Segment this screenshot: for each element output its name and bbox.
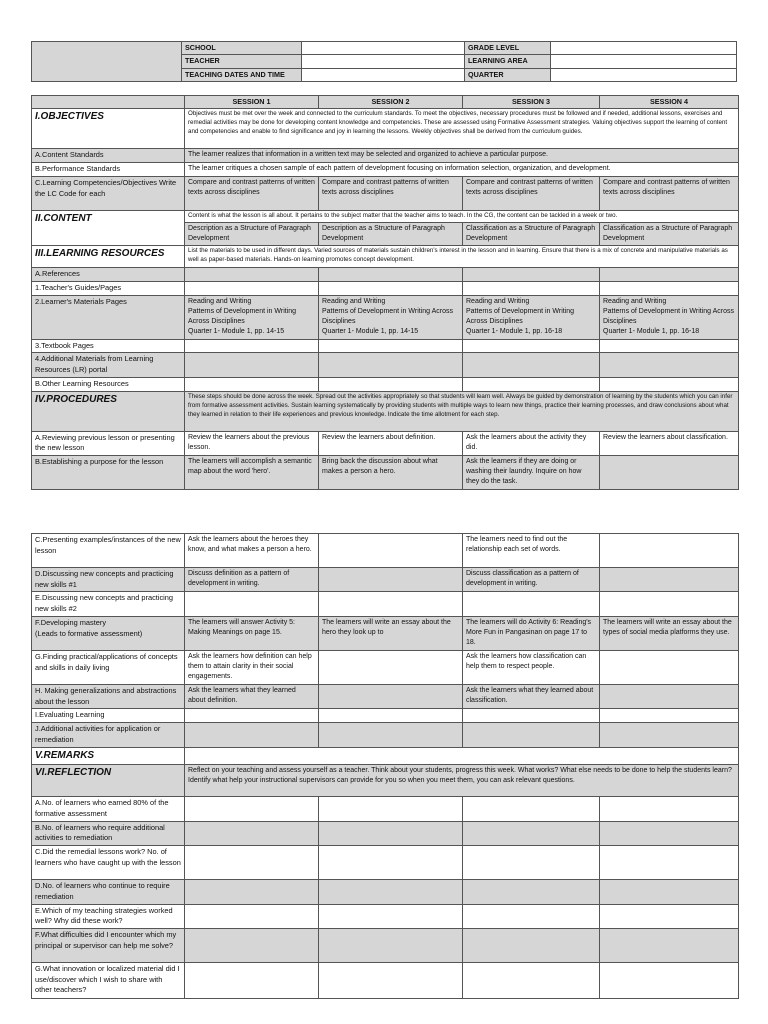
lm-session-4: Reading and Writing Patterns of Development in Writing Across Disciplines Quarter 1- Module 1, pp. 16-18 (600, 295, 739, 339)
proc-a-session-4: Review the learners about classification. (600, 431, 739, 455)
proc-d-session-2 (319, 568, 463, 592)
proc-e-label: E.Discussing new concepts and practicing new skills #2 (32, 592, 185, 616)
performance-standards-label: B.Performance Standards (32, 163, 185, 177)
refl-f-label: F.What difficulties did I encounter which my principal or supervisor can help me solve? (32, 928, 185, 962)
session-3-header: SESSION 3 (463, 96, 600, 109)
lm-session-2: Reading and Writing Patterns of Development in Writing Across Disciplines Quarter 1- Module 1, pp. 14-15 (319, 295, 463, 339)
content-standards-label: A.Content Standards (32, 149, 185, 163)
content-session-1: Description as a Structure of Paragraph Development (185, 222, 319, 245)
teacher-field[interactable] (302, 55, 465, 68)
textbook-pages-label: 3.Textbook Pages (32, 339, 185, 353)
competency-session-3: Compare and contrast patterns of written texts across disciplines (463, 176, 600, 210)
learning-area-label: LEARNING AREA (465, 55, 551, 68)
proc-f-session-2: The learners will write an essay about the hero they look up to (319, 616, 463, 650)
competency-session-1: Compare and contrast patterns of written texts across disciplines (185, 176, 319, 210)
school-field[interactable] (302, 42, 465, 55)
dates-field[interactable] (302, 68, 465, 81)
proc-d-label: D.Discussing new concepts and practicing new skills #1 (32, 568, 185, 592)
grade-level-field[interactable] (551, 42, 737, 55)
header-table (31, 41, 737, 82)
content-note: Content is what the lesson is all about. It pertains to the subject matter that the teacher aims to teach. In the CG, the content can be tackled in a week or two. (185, 210, 739, 222)
refl-b-label: B.No. of learners who require additional activities to remediation (32, 821, 185, 845)
quarter-field[interactable] (551, 68, 737, 81)
lm-session-3: Reading and Writing Patterns of Development in Writing Across Disciplines Quarter 1- Module 1, pp. 16-18 (463, 295, 600, 339)
proc-c-session-3: The learners need to find out the relationship each set of words. (463, 534, 600, 568)
proc-h-session-2 (319, 684, 463, 708)
competency-session-2: Compare and contrast patterns of written texts across disciplines (319, 176, 463, 210)
content-standards-text: The learner realizes that information in a written text may be selected and organized to achieve a particular purpose. (185, 149, 739, 163)
proc-i-label: I.Evaluating Learning (32, 709, 185, 723)
references-label: A.References (32, 268, 185, 282)
proc-b-session-2: Bring back the discussion about what makes a person a hero. (319, 456, 463, 490)
proc-b-session-1: The learners will accomplish a semantic map about the word 'hero'. (185, 456, 319, 490)
proc-a-session-3: Ask the learners about the activity they did. (463, 431, 600, 455)
proc-a-label: A.Reviewing previous lesson or presenting the new lesson (32, 431, 185, 455)
proc-b-session-3: Ask the learners if they are doing or washing their laundry. Inquire on how they do the task. (463, 456, 600, 490)
grade-level-label: GRADE LEVEL (465, 42, 551, 55)
learners-materials-label: 2.Learner's Materials Pages (32, 295, 185, 339)
other-resources-label: B.Other Learning Resources (32, 377, 185, 391)
proc-d-session-3: Discuss classification as a pattern of development in writing. (463, 568, 600, 592)
reflection-note: Reflect on your teaching and assess yourself as a teacher. Think about your students, progress this week. What works? What else needs to be done to help the students learn? Identify what help your instructional supervisors can provide for you so when you meet them, you can ask relevant questions. (185, 765, 739, 797)
proc-f-session-4: The learners will write an essay about the types of social media platforms they use. (600, 616, 739, 650)
teachers-guides-label: 1.Teacher's Guides/Pages (32, 281, 185, 295)
objectives-heading: I.OBJECTIVES (32, 109, 185, 149)
teacher-label: TEACHER (182, 55, 302, 68)
proc-c-session-1: Ask the learners about the heroes they know, and what makes a person a hero. (185, 534, 319, 568)
proc-h-session-1: Ask the learners what they learned about definition. (185, 684, 319, 708)
performance-standards-text: The learner critiques a chosen sample of each pattern of development focusing on information selection, organization, and development. (185, 163, 739, 177)
competency-session-4: Compare and contrast patterns of written texts across disciplines (600, 176, 739, 210)
dll-table-part2 (31, 533, 739, 999)
proc-a-session-2: Review the learners about definition. (319, 431, 463, 455)
proc-g-session-1: Ask the learners how definition can help them to attain clarity in their social engagements. (185, 650, 319, 684)
reflection-heading: VI.REFLECTION (32, 765, 185, 797)
content-session-4: Classification as a Structure of Paragraph Development (600, 222, 739, 245)
proc-j-label: J.Additional activities for application or remediation (32, 723, 185, 747)
proc-h-label: H. Making generalizations and abstractions about the lesson (32, 684, 185, 708)
proc-b-session-4 (600, 456, 739, 490)
proc-c-session-2 (319, 534, 463, 568)
procedures-heading: IV.PROCEDURES (32, 391, 185, 431)
refl-a-label: A.No. of learners who earned 80% of the formative assessment (32, 797, 185, 821)
session-2-header: SESSION 2 (319, 96, 463, 109)
session-1-header: SESSION 1 (185, 96, 319, 109)
proc-a-session-1: Review the learners about the previous lesson. (185, 431, 319, 455)
content-session-3: Classification as a Structure of Paragraph Development (463, 222, 600, 245)
learning-resources-note: List the materials to be used in different days. Varied sources of materials sustain children's interest in the lesson and in learning. Ensure that there is a mix of concrete and manipulative materials as well as paper-based materials. Hands-on learning promotes concept development. (185, 246, 739, 268)
proc-h-session-3: Ask the learners what they learned about classification. (463, 684, 600, 708)
refl-c-label: C.Did the remedial lessons work? No. of learners who have caught up with the lesson (32, 846, 185, 880)
refl-g-label: G.What innovation or localized material did I use/discover which I wish to share with other teachers? (32, 962, 185, 998)
competencies-label: C.Learning Competencies/Objectives Write the LC Code for each (32, 176, 185, 210)
proc-c-session-4 (600, 534, 739, 568)
content-heading: II.CONTENT (32, 210, 185, 245)
lm-session-1: Reading and Writing Patterns of Development in Writing Across Disciplines Quarter 1- Module 1, pp. 14-15 (185, 295, 319, 339)
proc-f-label: F.Developing mastery (Leads to formative assessment) (32, 616, 185, 650)
procedures-note: These steps should be done across the week. Spread out the activities appropriately so that students will learn well. Always be guided by demonstration of learning by the students which you can infer from formative assessment activities. Sustain learning systematically by providing students with multiple ways to learn new things, practice their learning processes, and draw conclusions about what they learned in relation to their life experiences and previous knowledge. Indicate the time allotment for each step. (185, 391, 739, 431)
dates-label: TEACHING DATES AND TIME (182, 68, 302, 81)
proc-f-session-3: The learners will do Activity 6: Reading's More Fun in Pangasinan on page 17 to 18. (463, 616, 600, 650)
lr-portal-label: 4.Additional Materials from Learning Resources (LR) portal (32, 353, 185, 377)
proc-f-session-1: The learners will answer Activity 5: Making Meanings on page 15. (185, 616, 319, 650)
learning-area-field[interactable] (551, 55, 737, 68)
proc-b-label: B.Establishing a purpose for the lesson (32, 456, 185, 490)
proc-h-session-4 (600, 684, 739, 708)
objectives-note: Objectives must be met over the week and connected to the curriculum standards. To meet the objectives, necessary procedures must be followed and if needed, additional lessons, exercises and remedial activities may be done for developing content knowledge and competencies. These are assessed using Formative Assessment strategies. Valuing objectives support the learning of content and competencies and enable to find significance and joy in learning the lessons. Weekly objectives shall be derived from the curriculum guides. (185, 109, 739, 149)
session-4-header: SESSION 4 (600, 96, 739, 109)
quarter-label: QUARTER (465, 68, 551, 81)
proc-g-session-4 (600, 650, 739, 684)
proc-d-session-4 (600, 568, 739, 592)
learning-resources-heading: III.LEARNING RESOURCES (32, 246, 185, 268)
remarks-heading: V.REMARKS (32, 747, 185, 765)
dll-table-part1 (31, 95, 739, 490)
refl-e-label: E.Which of my teaching strategies worked well? Why did these work? (32, 904, 185, 928)
proc-g-session-2 (319, 650, 463, 684)
proc-g-session-3: Ask the learners how classification can help them to respect people. (463, 650, 600, 684)
proc-c-label: C.Presenting examples/instances of the new lesson (32, 534, 185, 568)
corner-cell (32, 96, 185, 109)
remarks-field[interactable] (185, 747, 739, 765)
header-blank-cell (32, 42, 182, 82)
refl-d-label: D.No. of learners who continue to require remediation (32, 880, 185, 904)
school-label: SCHOOL (182, 42, 302, 55)
content-session-2: Description as a Structure of Paragraph Development (319, 222, 463, 245)
proc-g-label: G.Finding practical/applications of concepts and skills in daily living (32, 650, 185, 684)
proc-d-session-1: Discuss definition as a pattern of development in writing. (185, 568, 319, 592)
